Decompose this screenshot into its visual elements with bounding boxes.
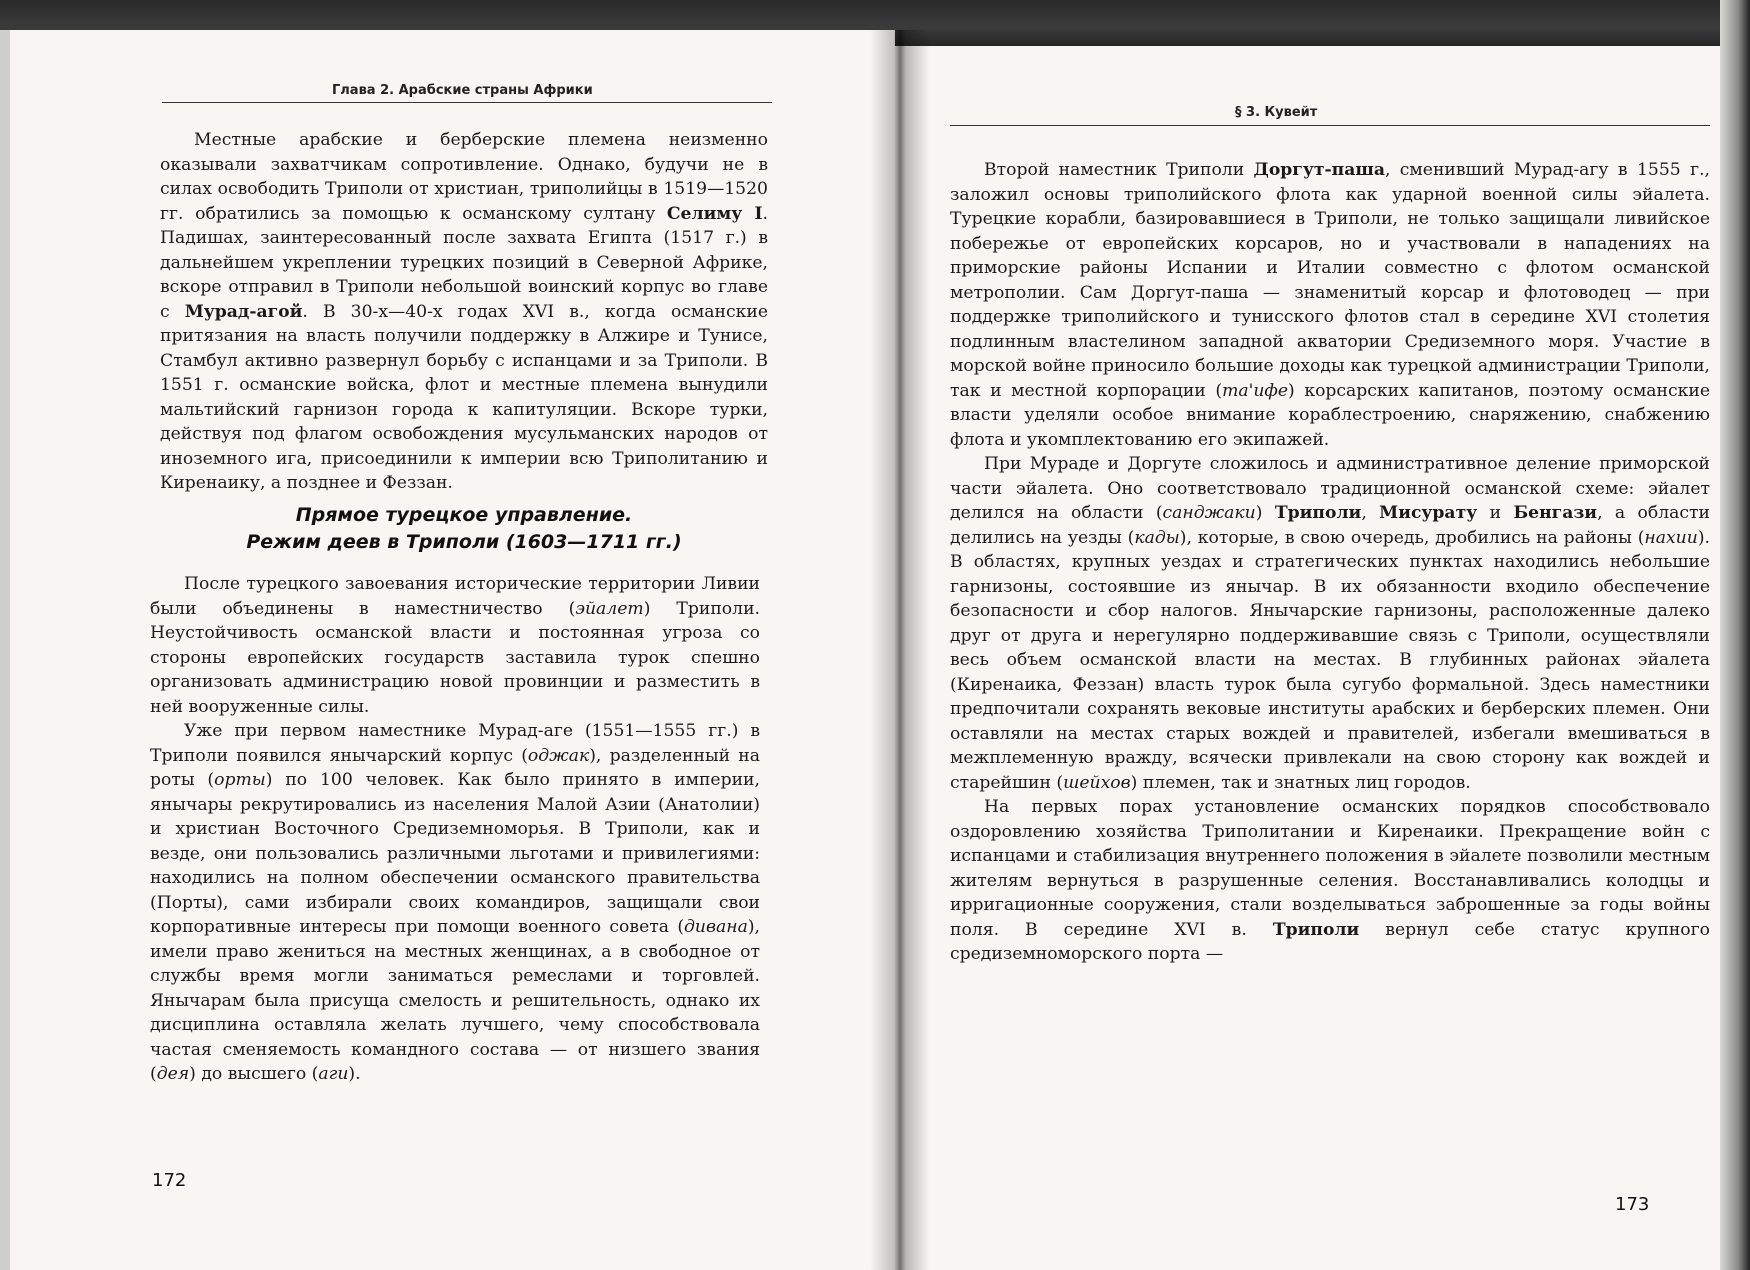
- left-paper-edge: [0, 30, 10, 1270]
- left-text-column: [160, 128, 768, 496]
- left-page: [10, 30, 895, 1270]
- right-head-rule: [950, 125, 1710, 126]
- right-edge-shadow: [1720, 0, 1750, 1270]
- right-page: [895, 46, 1735, 1270]
- left-text-column-2: [150, 572, 760, 1087]
- left-paragraph-1: Местные арабские и берберские племена неизменно оказывали захватчикам сопротивление. Однако, будучи не в силах освободить Триполи от христиан, триполийцы в 1519—1520 гг. обратились за помощью к османскому султану Селиму I. Падишах, заинтересованный после захвата Египта (1517 г.) в дальнейшем укреплении турецких позиций в Северной Африке, вскоре отправил в Триполи небольшой воинский корпус во главе с Мурад-агой. В 30-х—40-х годах XVI в., когда османские притязания на власть получили поддержку в Алжире и Тунисе, Стамбул активно развернул борьбу с испанцами и за Триполи. В 1551 г. османские войска, флот и местные племена вынудили мальтийский гарнизон города к капитуляции. Вскоре турки, действуя под флагом освобождения мусульманских народов от иноземного ига, присоединили к империи всю Триполитанию и Киренаику, а позднее и Феззан.: [160, 130, 768, 493]
- left-paragraph-2: После турецкого завоевания исторические территории Ливии были объединены в наместничество (эйалет) Триполи. Неустойчивость османской власти и постоянная угроза со стороны европейских государств заставила турок спешно организовать администрацию новой провинции и разместить в ней вооруженные силы.: [150, 574, 760, 717]
- section-title-line-2: Режим деев в Триполи (1603—1711 гг.): [246, 531, 682, 553]
- right-paragraph-3: На первых порах установление османских порядков способствовало оздоровлению хозяйства Триполитании и Киренаики. Прекращение войн с испанцами и стабилизация внутреннего положения в эйалете позволили местным жителям вернуться в разрушенные селения. Восстанавливались колодцы и ирригационные сооружения, стали возделываться заброшенные за годы войны поля. В середине XVI в. Триполи вернул себе статус крупного средиземноморского порта —: [950, 797, 1710, 964]
- right-paragraph-2: При Мураде и Доргуте сложилось и административное деление приморской части эйалета. Оно соответствовало традиционной османской схеме: эйалет делился на области (санджаки) Триполи, Мисурату и Бенгази, а области делились на уезды (кады), которые, в свою очередь, дробились на районы (нахии). В областях, крупных уездах и стратегических пунктах находились небольшие гарнизоны, состоявшие из янычар. В их обязанности входило обеспечение безопасности и сбор налогов. Янычарские гарнизоны, расположенные далеко друг от друга и нерегулярно поддерживавшие связь с Триполи, осуществляли весь объем османской власти на местах. В глубинных районах эйалета (Киренаика, Феззан) власть турок была сугубо формальной. Здесь наместники предпочитали сохранять вековые институты арабских и берберских племен. Они оставляли на местах старых вождей и правителей, избегали вмешиваться в межплеменную вражду, всячески привлекали на свою сторону как вождей и старейшин (шейхов) племен, так и знатных лиц городов.: [950, 454, 1710, 793]
- right-text-column: [950, 158, 1710, 967]
- right-paragraph-1: Второй наместник Триполи Доргут-паша, сменивший Мурад-агу в 1555 г., заложил основы триполийского флота как ударной военной силы эйалета. Турецкие корабли, базировавшиеся в Триполи, не только защищали ливийское побережье от европейских корсаров, но и участвовали в нападениях на приморские районы Испании и Италии совместно с флотом османской метрополии. Сам Доргут-паша — знаменитый корсар и флотоводец — при поддержке триполийского и тунисского флотов стал в середине XVI столетия подлинным властелином западной акватории Средиземного моря. Участие в морской войне приносило большие доходы как турецкой администрации Триполи, так и местной корпорации (та'ифе) корсарских капитанов, поэтому османские власти уделяли особое внимание кораблестроению, снаряжению, снабжению флота и укомплектованию его экипажей.: [950, 160, 1711, 450]
- left-head-rule: [162, 102, 772, 103]
- left-page-number: 172: [152, 1170, 187, 1191]
- section-title: [160, 502, 768, 556]
- right-running-head: § 3. Кувейт: [1235, 105, 1318, 120]
- left-running-head: Глава 2. Арабские страны Африки: [332, 83, 593, 98]
- left-paragraph-3: Уже при первом наместнике Мурад-аге (1551—1555 гг.) в Триполи появился янычарский корпус (оджак), разделенный на роты (орты) по 100 человек. Как было принято в империи, янычары рекрутировались из населения Малой Азии (Анатолии) и христиан Восточного Средиземноморья. В Триполи, как и везде, они пользовались различными льготами и привилегиями: находились на полном обеспечении османского правительства (Порты), сами избирали своих командиров, защищали свои корпоративные интересы при помощи военного совета (дивана), имели право жениться на местных женщинах, а в свободное от службы время могли заниматься ремеслами и торговлей. Янычарам была присуща смелость и решительность, однако их дисциплина оставляла желать лучшего, чему способствовала частая сменяемость командного состава — от низшего звания (дея) до высшего (аги).: [150, 721, 760, 1084]
- section-title-line-1: Прямое турецкое управление.: [295, 504, 633, 526]
- right-page-number: 173: [1615, 1194, 1650, 1215]
